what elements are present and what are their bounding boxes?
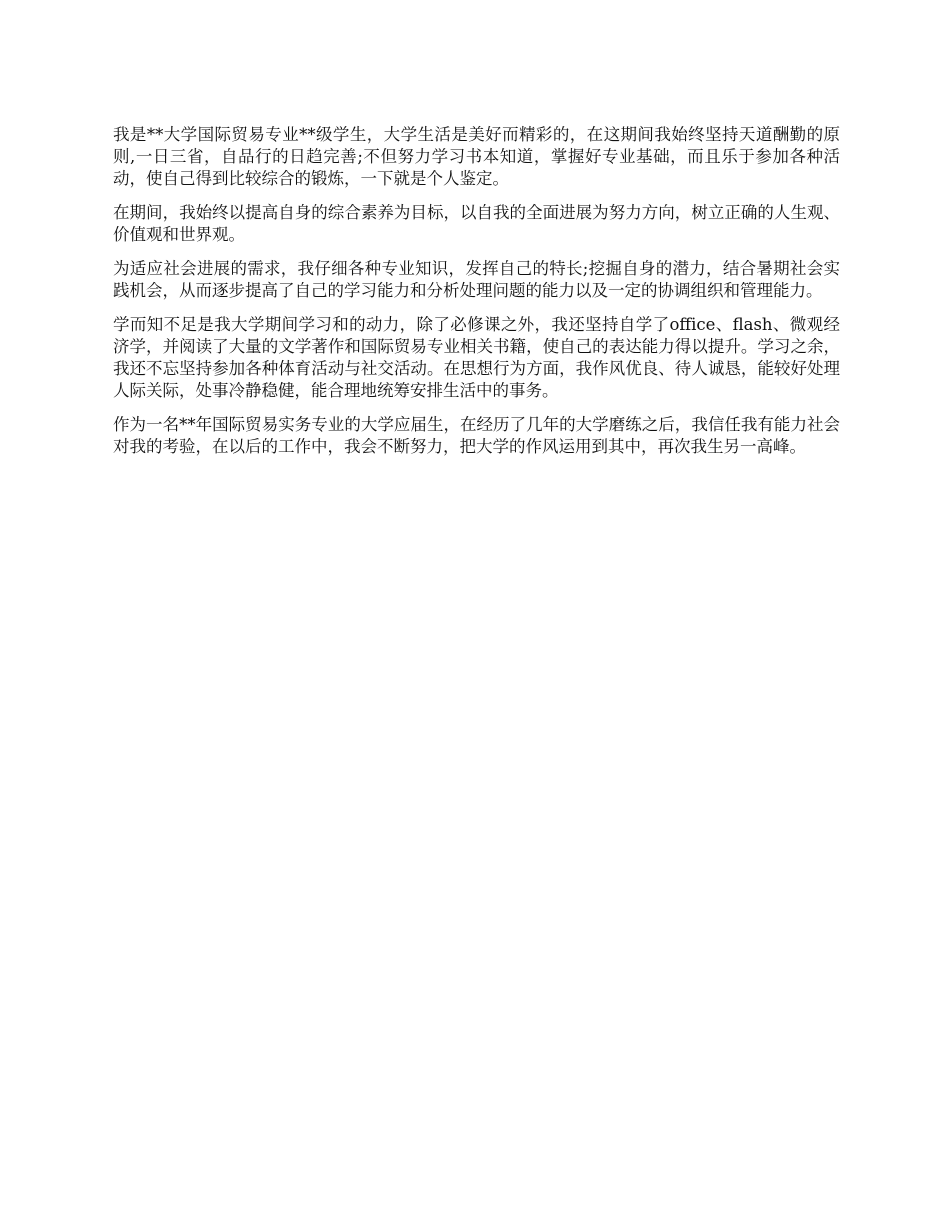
paragraph-3: 为适应社会进展的需求，我仔细各种专业知识，发挥自己的特长;挖掘自身的潜力，结合暑期社会实践机会，从而逐步提高了自己的学习能力和分析处理问题的能力以及一定的协调组织和管理能力。: [113, 259, 840, 300]
paragraph-5: 作为一名**年国际贸易实务专业的大学应届生，在经历了几年的大学磨练之后，我信任我有能力社会对我的考验，在以后的工作中，我会不断努力，把大学的作风运用到其中，再次我生另一高峰。: [113, 415, 840, 456]
document-body: [113, 124, 840, 470]
paragraph-1: 我是**大学国际贸易专业**级学生，大学生活是美好而精彩的，在这期间我始终坚持天道酬勤的原则,一日三省，自品行的日趋完善;不但努力学习书本知道，掌握好专业基础，而且乐于参加各种活动，使自己得到比较综合的锻炼，一下就是个人鉴定。: [113, 125, 840, 188]
paragraph-4: 学而知不足是我大学期间学习和的动力，除了必修课之外，我还坚持自学了office、flash、微观经济学，并阅读了大量的文学著作和国际贸易专业相关书籍，使自己的表达能力得以提升。学习之余，我还不忘坚持参加各种体育活动与社交活动。在思想行为方面，我作风优良、待人诚恳，能较好处理人际关际，处事冷静稳健，能合理地统筹安排生活中的事务。: [113, 315, 840, 400]
paragraph-2: 在期间，我始终以提高自身的综合素养为目标，以自我的全面进展为努力方向，树立正确的人生观、价值观和世界观。: [113, 203, 840, 244]
